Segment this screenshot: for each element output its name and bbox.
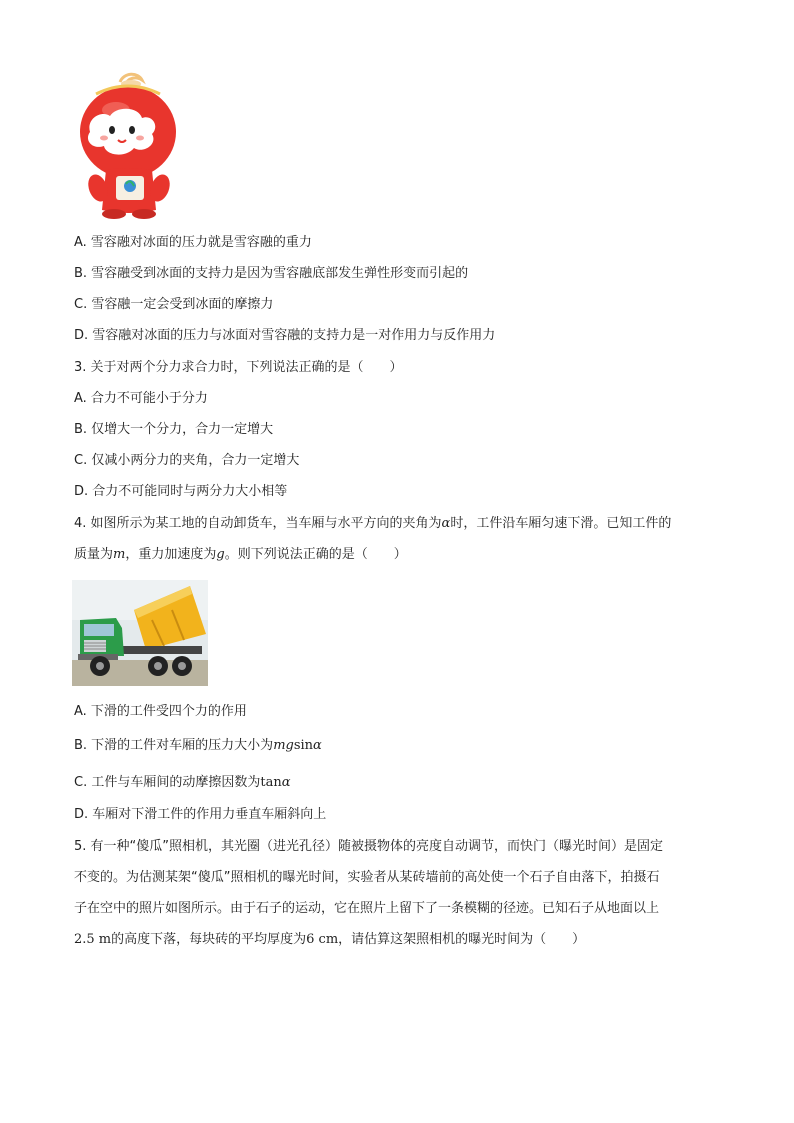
- q3-option-b: B. 仅增大一个分力，合力一定增大: [74, 422, 274, 437]
- q4-option-b: B. 下滑的工件对车厢的压力大小为mgsinα: [74, 738, 322, 753]
- q5-line3: 子在空中的照片如图所示。由于石子的运动，它在照片上留下了一条模糊的径迹。已知石子从地面以上: [74, 901, 660, 916]
- q3-option-c: C. 仅减小两分力的夹角，合力一定增大: [74, 453, 300, 468]
- q4-option-a: A. 下滑的工件受四个力的作用: [74, 704, 247, 719]
- alpha-symbol: α: [441, 516, 451, 531]
- mascot-image: [76, 70, 186, 220]
- q4-option-c: C. 工件与车厢间的动摩擦因数为tanα: [74, 775, 291, 790]
- q5-line4: 2.5 m的高度下落，每块砖的平均厚度为6 cm，请估算这架照相机的曝光时间为（ ）: [74, 932, 586, 947]
- q5-line2: 不变的。为估测某架“傻瓜”照相机的曝光时间，实验者从某砖墙前的高处使一个石子自由落下，拍摄石: [74, 870, 660, 885]
- q4-stem-line2: 质量为m，重力加速度为g。则下列说法正确的是（ ）: [74, 547, 407, 562]
- q2-option-c: C. 雪容融一定会受到冰面的摩擦力: [74, 297, 274, 312]
- q3-option-d: D. 合力不可能同时与两分力大小相等: [74, 484, 288, 499]
- q3-option-a: A. 合力不可能小于分力: [74, 391, 208, 406]
- q2-option-b: B. 雪容融受到冰面的支持力是因为雪容融底部发生弹性形变而引起的: [74, 266, 469, 281]
- mass-symbol: m: [113, 547, 126, 562]
- q2-option-d: D. 雪容融对冰面的压力与冰面对雪容融的支持力是一对作用力与反作用力: [74, 328, 496, 343]
- q4-option-d: D. 车厢对下滑工件的作用力垂直车厢斜向上: [74, 807, 327, 822]
- q3-stem: 3. 关于对两个分力求合力时，下列说法正确的是（ ）: [74, 360, 403, 375]
- dump-truck-image: [72, 580, 208, 686]
- q5-line1: 5. 有一种“傻瓜”照相机，其光圈（进光孔径）随被摄物体的亮度自动调节，而快门（曝光时间）是固定: [74, 839, 664, 854]
- q4-stem-line1: 4. 如图所示为某工地的自动卸货车，当车厢与水平方向的夹角为α时，工件沿车厢匀速下滑。已知工件的: [74, 516, 672, 531]
- q2-option-a: A. 雪容融对冰面的压力就是雪容融的重力: [74, 235, 312, 250]
- gravity-symbol: g: [216, 547, 225, 562]
